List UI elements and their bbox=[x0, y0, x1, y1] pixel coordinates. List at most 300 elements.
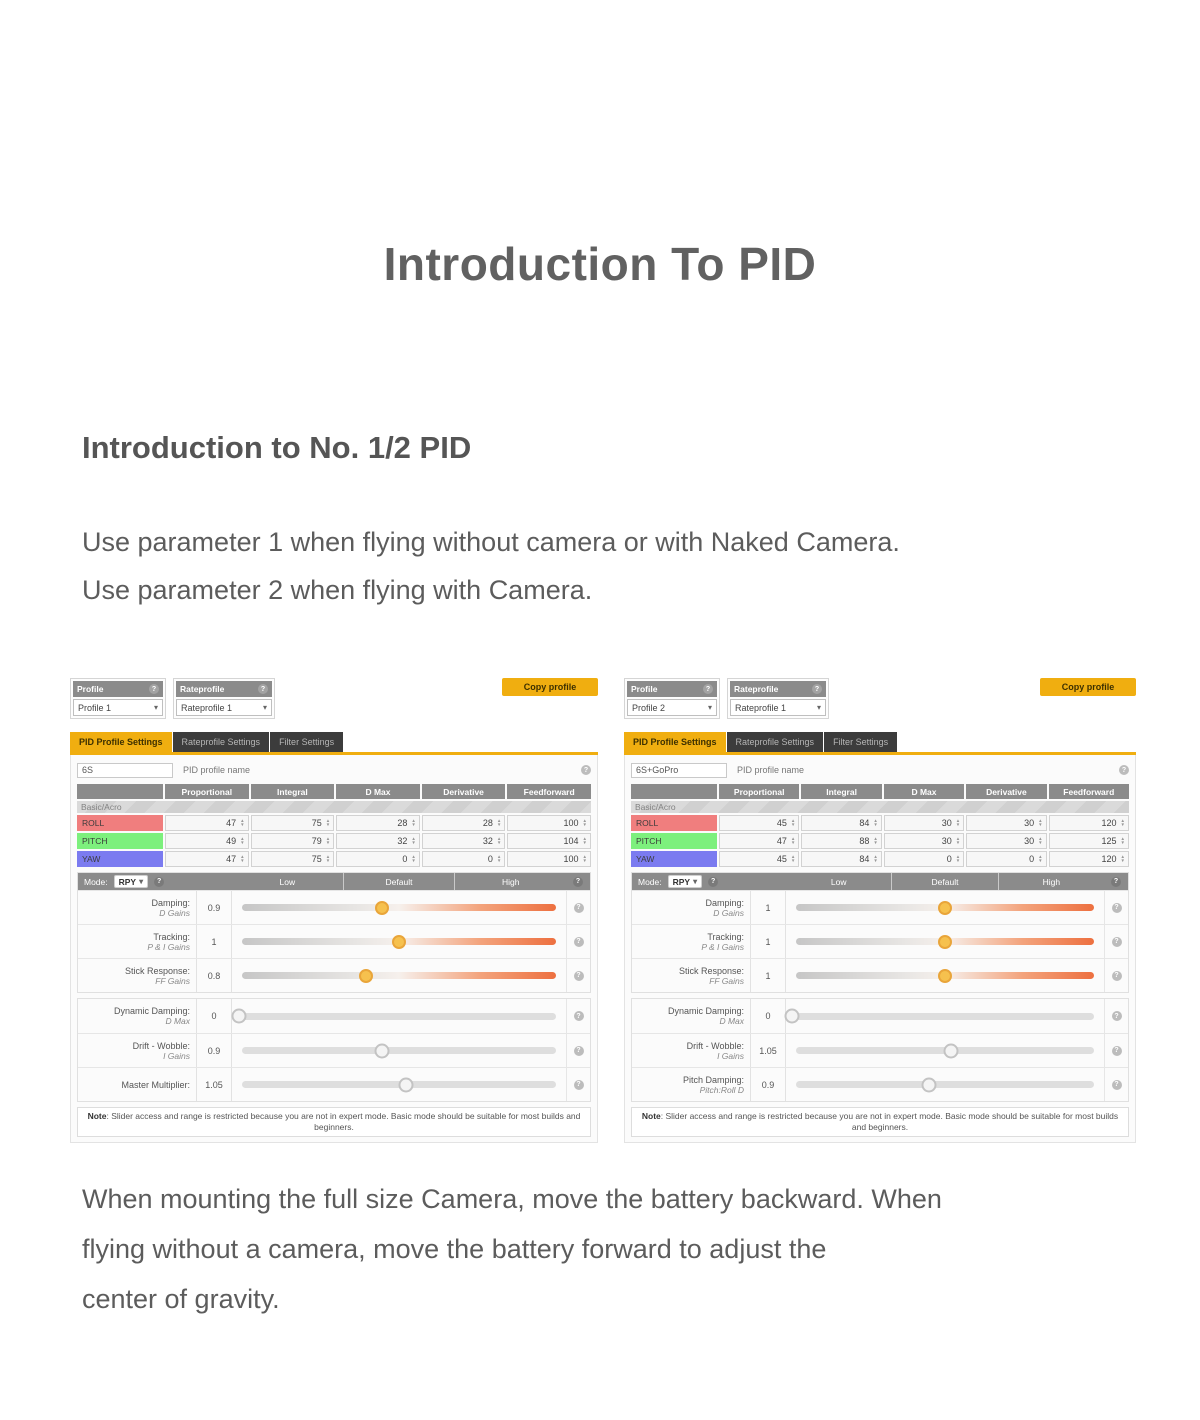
intro-line: Use parameter 1 when flying without camera or with Naked Camera. bbox=[82, 527, 900, 557]
slider-track-area bbox=[786, 999, 1104, 1033]
spinner-icon[interactable]: ▲ ▼ bbox=[955, 818, 961, 827]
profile-dropdown-value: Profile 1 bbox=[78, 702, 112, 713]
gain-input[interactable] bbox=[165, 851, 249, 867]
gain-value: 120 bbox=[1101, 818, 1117, 828]
slider-label-main: Stick Response: bbox=[678, 965, 744, 976]
gain-input[interactable] bbox=[422, 833, 506, 849]
gain-value: 47 bbox=[226, 854, 237, 864]
tab-filter-settings[interactable]: Filter Settings bbox=[824, 732, 897, 752]
slider-label-sub: I Gains bbox=[717, 1050, 744, 1061]
help-cell bbox=[1104, 1034, 1128, 1067]
help-icon[interactable]: ? bbox=[708, 877, 718, 887]
intro-paragraph bbox=[82, 518, 900, 614]
gain-value: 0 bbox=[946, 854, 952, 864]
slider-label-sub: D Gains bbox=[159, 907, 190, 918]
gain-value: 45 bbox=[776, 854, 787, 864]
gain-value: 30 bbox=[941, 836, 952, 846]
gain-value: 32 bbox=[482, 836, 493, 846]
gain-input[interactable] bbox=[884, 833, 964, 849]
footer-line: flying without a camera, move the battery forward to adjust the bbox=[82, 1234, 827, 1264]
gain-input[interactable] bbox=[801, 815, 881, 831]
help-icon[interactable]: ? bbox=[1112, 1080, 1122, 1090]
note-label: Note bbox=[641, 1111, 661, 1121]
spinner-icon[interactable]: ▲ ▼ bbox=[496, 836, 502, 845]
gain-input[interactable] bbox=[165, 833, 249, 849]
pid-profile-name-label: PID profile name bbox=[183, 765, 251, 775]
help-icon[interactable]: ? bbox=[573, 877, 583, 887]
profile-dropdown-value: Profile 2 bbox=[632, 702, 666, 713]
spinner-icon[interactable]: ▲ ▼ bbox=[790, 818, 796, 827]
slider-label-main: Drift - Wobble: bbox=[132, 1040, 190, 1051]
footer-paragraph bbox=[82, 1174, 942, 1324]
tab-rateprofile-settings[interactable]: Rateprofile Settings bbox=[727, 732, 824, 752]
chevron-down-icon: ▾ bbox=[153, 703, 158, 712]
help-icon[interactable]: ? bbox=[574, 1080, 584, 1090]
gain-input[interactable] bbox=[251, 833, 335, 849]
spinner-icon[interactable]: ▲ ▼ bbox=[1120, 836, 1125, 845]
slider-track bbox=[796, 1013, 1094, 1020]
profile-dropdown[interactable] bbox=[627, 699, 717, 716]
column-header: Derivative bbox=[966, 784, 1046, 799]
gain-value: 88 bbox=[859, 836, 870, 846]
rateprofile-label: Rateprofile bbox=[734, 684, 779, 694]
slider-track bbox=[242, 1047, 556, 1054]
slider-value: 1.05 bbox=[196, 1068, 232, 1101]
slider-label-main: Tracking: bbox=[707, 931, 744, 942]
spinner-icon[interactable]: ▲ ▼ bbox=[582, 836, 587, 845]
gain-value: 0 bbox=[1029, 854, 1035, 864]
page-title: Introduction To PID bbox=[383, 238, 817, 290]
slider-label bbox=[78, 1068, 196, 1101]
table-section-label: Basic/Acro bbox=[77, 801, 591, 813]
slider-mode-group bbox=[632, 873, 786, 890]
slider-label-main: Stick Response: bbox=[124, 965, 190, 976]
tab-filter-settings[interactable]: Filter Settings bbox=[270, 732, 343, 752]
rateprofile-dropdown-value: Rateprofile 1 bbox=[735, 702, 787, 713]
gain-input[interactable] bbox=[719, 851, 799, 867]
slider-label-main: Dynamic Damping: bbox=[667, 1006, 744, 1016]
slider-thumb[interactable] bbox=[938, 935, 952, 949]
slider-thumb bbox=[922, 1077, 937, 1092]
help-icon[interactable]: ? bbox=[574, 971, 584, 981]
gain-value: 84 bbox=[859, 854, 870, 864]
gain-input[interactable] bbox=[336, 833, 420, 849]
help-cell bbox=[1104, 891, 1128, 924]
slider-track-area bbox=[232, 891, 566, 924]
spinner-icon[interactable]: ▲ ▼ bbox=[325, 854, 331, 863]
mode-label: Mode: bbox=[84, 876, 108, 887]
slider-track-area bbox=[786, 1034, 1104, 1067]
mode-label: Mode: bbox=[638, 876, 662, 887]
slider-row-damping bbox=[632, 890, 1128, 924]
slider-value: 0.8 bbox=[196, 959, 232, 992]
slider-row-drift-wobble bbox=[78, 1033, 590, 1067]
pid-profile-name-input[interactable] bbox=[77, 763, 173, 778]
gain-input[interactable] bbox=[336, 815, 420, 831]
column-header: Feedforward bbox=[1049, 784, 1129, 799]
slider-label bbox=[78, 891, 196, 924]
gain-value: 45 bbox=[776, 818, 787, 828]
panel-top-bar bbox=[624, 678, 1136, 726]
rateprofile-header bbox=[176, 681, 272, 697]
slider-label-sub: P & I Gains bbox=[701, 941, 744, 952]
spinner-icon[interactable]: ▲ ▼ bbox=[1120, 818, 1125, 827]
profile-header bbox=[73, 681, 163, 697]
column-header: Proportional bbox=[165, 784, 249, 799]
spinner-icon[interactable]: ▲ ▼ bbox=[582, 818, 587, 827]
scale-high-label: High bbox=[454, 873, 566, 890]
column-header: Integral bbox=[801, 784, 881, 799]
gain-input[interactable] bbox=[884, 851, 964, 867]
table-section-label: Basic/Acro bbox=[631, 801, 1129, 813]
profile-dropdown[interactable] bbox=[73, 699, 163, 716]
gain-value: 75 bbox=[311, 818, 322, 828]
column-header: D Max bbox=[884, 784, 964, 799]
slider-label-sub: I Gains bbox=[163, 1050, 190, 1061]
slider-value: 1 bbox=[750, 891, 786, 924]
slider-label bbox=[78, 1034, 196, 1067]
slider-row-last bbox=[78, 1067, 590, 1101]
chevron-down-icon: ▾ bbox=[693, 877, 698, 886]
help-cell bbox=[566, 999, 590, 1033]
slider-track-area bbox=[786, 1068, 1104, 1101]
spinner-icon[interactable]: ▲ ▼ bbox=[1038, 854, 1043, 863]
help-icon[interactable]: ? bbox=[1112, 1046, 1122, 1056]
help-cell bbox=[566, 959, 590, 992]
column-header: Proportional bbox=[719, 784, 799, 799]
slider-thumb bbox=[375, 1043, 390, 1058]
gain-input[interactable] bbox=[507, 851, 591, 867]
help-icon[interactable]: ? bbox=[258, 684, 268, 694]
slider-value: 0.9 bbox=[750, 1068, 786, 1101]
slider-thumb bbox=[231, 1009, 246, 1024]
spinner-icon[interactable]: ▲ ▼ bbox=[790, 836, 796, 845]
tab-bar bbox=[70, 732, 598, 755]
spinner-icon[interactable]: ▲ ▼ bbox=[240, 854, 245, 863]
slider-row-last bbox=[632, 1067, 1128, 1101]
pid-profile-name-input[interactable] bbox=[631, 763, 727, 778]
gain-value: 100 bbox=[563, 854, 579, 864]
gain-value: 49 bbox=[226, 836, 237, 846]
slider-thumb bbox=[398, 1077, 413, 1092]
slider-row-dynamic-damping bbox=[632, 999, 1128, 1033]
rateprofile-dropdown[interactable] bbox=[176, 699, 272, 716]
gain-value: 28 bbox=[482, 818, 493, 828]
help-icon[interactable]: ? bbox=[1112, 1011, 1122, 1021]
slider-thumb[interactable] bbox=[392, 935, 406, 949]
help-icon[interactable]: ? bbox=[1119, 765, 1129, 775]
spinner-icon[interactable]: ▲ ▼ bbox=[955, 836, 961, 845]
gain-value: 30 bbox=[1024, 818, 1035, 828]
tab-pid-profile-settings[interactable]: PID Profile Settings bbox=[624, 732, 726, 752]
slider-thumb bbox=[944, 1043, 959, 1058]
help-cell bbox=[1104, 959, 1128, 992]
profile-selector-group bbox=[70, 678, 166, 719]
slider-scale-labels bbox=[786, 873, 1104, 890]
spinner-icon[interactable]: ▲ ▼ bbox=[496, 854, 502, 863]
slider-label bbox=[632, 891, 750, 924]
slider-label bbox=[78, 999, 196, 1033]
slider-track bbox=[242, 1013, 556, 1020]
tab-pid-profile-settings[interactable]: PID Profile Settings bbox=[70, 732, 172, 752]
slider-label-sub: FF Gains bbox=[155, 975, 190, 986]
mode-dropdown-value: RPY bbox=[118, 876, 137, 887]
pid-name-row bbox=[631, 760, 1129, 780]
slider-thumb[interactable] bbox=[375, 901, 389, 915]
gain-value: 79 bbox=[311, 836, 322, 846]
slider-row-tracking bbox=[632, 924, 1128, 958]
pid-gains-table bbox=[631, 784, 1129, 867]
gain-input[interactable] bbox=[507, 833, 591, 849]
slider-value: 0 bbox=[196, 999, 232, 1033]
gain-input[interactable] bbox=[251, 851, 335, 867]
help-icon[interactable]: ? bbox=[574, 937, 584, 947]
spinner-icon[interactable]: ▲ ▼ bbox=[873, 818, 878, 827]
spinner-icon[interactable]: ▲ ▼ bbox=[1038, 818, 1043, 827]
rateprofile-dropdown-value: Rateprofile 1 bbox=[181, 702, 233, 713]
chevron-down-icon: ▾ bbox=[707, 703, 712, 712]
scale-low-label: Low bbox=[830, 876, 847, 887]
spinner-icon[interactable]: ▲ ▼ bbox=[955, 854, 961, 863]
gain-value: 30 bbox=[941, 818, 952, 828]
note-label: Note bbox=[87, 1111, 107, 1121]
spinner-icon[interactable]: ▲ ▼ bbox=[325, 818, 331, 827]
help-icon[interactable]: ? bbox=[154, 877, 164, 887]
slider-header-row bbox=[632, 873, 1128, 890]
footer-line: center of gravity. bbox=[82, 1284, 280, 1314]
slider-label-main: Dynamic Damping: bbox=[113, 1006, 190, 1016]
gain-value: 0 bbox=[487, 854, 493, 864]
spinner-icon[interactable]: ▲ ▼ bbox=[411, 818, 416, 827]
spinner-icon[interactable]: ▲ ▼ bbox=[411, 836, 416, 845]
gain-value: 84 bbox=[859, 818, 870, 828]
slider-thumb bbox=[785, 1009, 800, 1024]
tab-rateprofile-settings[interactable]: Rateprofile Settings bbox=[173, 732, 270, 752]
help-icon[interactable]: ? bbox=[703, 684, 713, 694]
slider-label-sub: D Max bbox=[165, 1016, 190, 1026]
gain-value: 28 bbox=[397, 818, 408, 828]
rateprofile-dropdown[interactable] bbox=[730, 699, 826, 716]
slider-track-area bbox=[232, 1034, 566, 1067]
slider-value: 0 bbox=[750, 999, 786, 1033]
help-cell bbox=[566, 925, 590, 958]
column-header: Integral bbox=[251, 784, 335, 799]
mode-dropdown[interactable] bbox=[114, 875, 149, 888]
axis-label-yaw: YAW bbox=[77, 851, 163, 867]
gain-value: 0 bbox=[402, 854, 408, 864]
mode-dropdown[interactable] bbox=[668, 875, 703, 888]
scale-high-label: High bbox=[998, 873, 1104, 890]
slider-value: 0.9 bbox=[196, 1034, 232, 1067]
gain-value: 104 bbox=[563, 836, 579, 846]
pid-gains-table bbox=[77, 784, 591, 867]
slider-label-sub: D Max bbox=[719, 1016, 744, 1026]
restriction-note bbox=[631, 1107, 1129, 1137]
help-icon[interactable]: ? bbox=[1112, 971, 1122, 981]
slider-value: 1.05 bbox=[750, 1034, 786, 1067]
scale-low-label: Low bbox=[279, 876, 296, 887]
help-cell bbox=[566, 1068, 590, 1101]
help-icon[interactable]: ? bbox=[581, 765, 591, 775]
column-header: D Max bbox=[336, 784, 420, 799]
slider-value: 0.9 bbox=[196, 891, 232, 924]
scale-default-label: Default bbox=[891, 873, 997, 890]
configurator-panel bbox=[624, 678, 1136, 1143]
spinner-icon[interactable]: ▲ ▼ bbox=[325, 836, 331, 845]
help-icon[interactable]: ? bbox=[574, 1046, 584, 1056]
slider-label bbox=[632, 1034, 750, 1067]
gain-input[interactable] bbox=[507, 815, 591, 831]
gain-input[interactable] bbox=[1049, 833, 1129, 849]
note-text: : Slider access and range is restricted because you are not in expert mode. Basic mode should be suitable for most builds and beginners. bbox=[660, 1111, 1119, 1132]
spinner-icon[interactable]: ▲ ▼ bbox=[873, 854, 878, 863]
spinner-icon[interactable]: ▲ ▼ bbox=[240, 818, 245, 827]
column-header: Feedforward bbox=[507, 784, 591, 799]
gain-input[interactable] bbox=[719, 833, 799, 849]
slider-row-tracking bbox=[78, 924, 590, 958]
pid-settings-body bbox=[70, 755, 598, 1143]
table-corner bbox=[77, 784, 163, 799]
copy-profile-button[interactable]: Copy profile bbox=[502, 678, 598, 696]
slider-label-sub: FF Gains bbox=[709, 975, 744, 986]
axis-label-roll: ROLL bbox=[631, 815, 717, 831]
slider-mode-group bbox=[78, 873, 232, 890]
help-icon[interactable]: ? bbox=[812, 684, 822, 694]
axis-label-roll: ROLL bbox=[77, 815, 163, 831]
help-icon[interactable]: ? bbox=[1112, 903, 1122, 913]
slider-label bbox=[632, 1068, 750, 1101]
slider-value: 1 bbox=[750, 925, 786, 958]
help-cell bbox=[566, 891, 590, 924]
slider-track-area bbox=[786, 891, 1104, 924]
footer-line: When mounting the full size Camera, move the battery backward. When bbox=[82, 1184, 942, 1214]
slider-label-main: Pitch Damping: bbox=[682, 1074, 744, 1085]
scale-default-label: Default bbox=[343, 873, 455, 890]
help-icon[interactable]: ? bbox=[574, 903, 584, 913]
pid-profile-name-label: PID profile name bbox=[737, 765, 805, 775]
help-icon[interactable]: ? bbox=[149, 684, 159, 694]
gain-value: 32 bbox=[397, 836, 408, 846]
slider-label bbox=[632, 999, 750, 1033]
gain-input[interactable] bbox=[1049, 815, 1129, 831]
spinner-icon[interactable]: ▲ ▼ bbox=[873, 836, 878, 845]
tuning-sliders-advanced bbox=[631, 998, 1129, 1102]
spinner-icon[interactable]: ▲ ▼ bbox=[240, 836, 245, 845]
spinner-icon[interactable]: ▲ ▼ bbox=[790, 854, 796, 863]
gain-value: 125 bbox=[1101, 836, 1117, 846]
chevron-down-icon: ▾ bbox=[262, 703, 267, 712]
spinner-icon[interactable]: ▲ ▼ bbox=[1120, 854, 1125, 863]
gain-input[interactable] bbox=[422, 815, 506, 831]
slider-track-area bbox=[232, 1068, 566, 1101]
help-cell bbox=[1104, 873, 1128, 890]
slider-label bbox=[78, 925, 196, 958]
slider-label-sub: Pitch:Roll D bbox=[699, 1084, 744, 1095]
slider-row-stick-response bbox=[78, 958, 590, 992]
slider-track[interactable] bbox=[242, 972, 556, 979]
gain-value: 100 bbox=[563, 818, 579, 828]
spinner-icon[interactable]: ▲ ▼ bbox=[1038, 836, 1043, 845]
help-icon[interactable]: ? bbox=[1112, 937, 1122, 947]
gain-input[interactable] bbox=[966, 833, 1046, 849]
slider-thumb[interactable] bbox=[938, 969, 952, 983]
slider-label-sub: P & I Gains bbox=[147, 941, 190, 952]
profile-label: Profile bbox=[631, 684, 658, 694]
tuning-sliders-advanced bbox=[77, 998, 591, 1102]
help-icon[interactable]: ? bbox=[1111, 877, 1121, 887]
slider-label-main: Drift - Wobble: bbox=[686, 1040, 744, 1051]
configurator-panel bbox=[70, 678, 598, 1143]
gain-input[interactable] bbox=[966, 851, 1046, 867]
spinner-icon[interactable]: ▲ ▼ bbox=[411, 854, 416, 863]
gain-input[interactable] bbox=[884, 815, 964, 831]
spinner-icon[interactable]: ▲ ▼ bbox=[496, 818, 502, 827]
slider-label-main: Tracking: bbox=[153, 931, 190, 942]
tuning-sliders-basic bbox=[77, 872, 591, 993]
slider-label bbox=[632, 959, 750, 992]
note-text: : Slider access and range is restricted because you are not in expert mode. Basic mode should be suitable for most builds and beginners. bbox=[106, 1111, 581, 1132]
mode-dropdown-value: RPY bbox=[672, 876, 691, 887]
gain-input[interactable] bbox=[801, 851, 881, 867]
axis-label-pitch: PITCH bbox=[631, 833, 717, 849]
profile-selector-group bbox=[624, 678, 720, 719]
slider-thumb[interactable] bbox=[359, 969, 373, 983]
slider-track[interactable] bbox=[242, 904, 556, 911]
slider-track bbox=[796, 1081, 1094, 1088]
screenshot-profile-1 bbox=[70, 678, 598, 1143]
gain-value: 120 bbox=[1101, 854, 1117, 864]
rateprofile-header bbox=[730, 681, 826, 697]
slider-row-drift-wobble bbox=[632, 1033, 1128, 1067]
gain-input[interactable] bbox=[719, 815, 799, 831]
help-cell bbox=[1104, 999, 1128, 1033]
slider-header-row bbox=[78, 873, 590, 890]
slider-thumb[interactable] bbox=[938, 901, 952, 915]
slider-label bbox=[632, 925, 750, 958]
chevron-down-icon: ▾ bbox=[139, 877, 144, 886]
help-icon[interactable]: ? bbox=[574, 1011, 584, 1021]
pid-name-row bbox=[77, 760, 591, 780]
rateprofile-selector-group bbox=[173, 678, 275, 719]
table-corner bbox=[631, 784, 717, 799]
slider-label-main: Damping: bbox=[705, 897, 744, 908]
gain-value: 75 bbox=[311, 854, 322, 864]
intro-line: Use parameter 2 when flying with Camera. bbox=[82, 575, 593, 605]
gain-input[interactable] bbox=[422, 851, 506, 867]
slider-row-damping bbox=[78, 890, 590, 924]
gain-input[interactable] bbox=[966, 815, 1046, 831]
chevron-down-icon: ▾ bbox=[816, 703, 821, 712]
pid-settings-body bbox=[624, 755, 1136, 1143]
help-cell bbox=[1104, 1068, 1128, 1101]
gain-input[interactable] bbox=[251, 815, 335, 831]
copy-profile-button[interactable]: Copy profile bbox=[1040, 678, 1136, 696]
slider-track-area bbox=[232, 925, 566, 958]
axis-label-yaw: YAW bbox=[631, 851, 717, 867]
panel-top-bar bbox=[70, 678, 598, 726]
gain-input[interactable] bbox=[801, 833, 881, 849]
section-heading: Introduction to No. 1/2 PID bbox=[82, 430, 472, 465]
help-cell bbox=[566, 873, 590, 890]
gain-input[interactable] bbox=[165, 815, 249, 831]
help-cell bbox=[1104, 925, 1128, 958]
slider-row-dynamic-damping bbox=[78, 999, 590, 1033]
gain-input[interactable] bbox=[336, 851, 420, 867]
spinner-icon[interactable]: ▲ ▼ bbox=[582, 854, 587, 863]
rateprofile-selector-group bbox=[727, 678, 829, 719]
slider-label-sub: D Gains bbox=[713, 907, 744, 918]
gain-input[interactable] bbox=[1049, 851, 1129, 867]
